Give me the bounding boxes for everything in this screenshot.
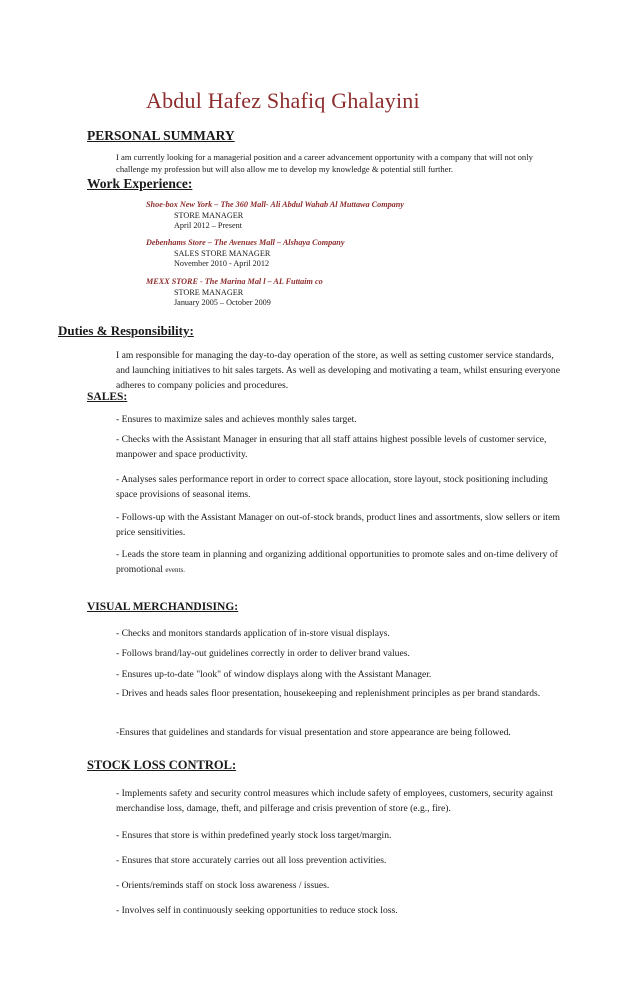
candidate-name: Abdul Hafez Shafiq Ghalayini xyxy=(146,88,420,113)
job-role: SALES STORE MANAGER xyxy=(174,248,271,258)
sales-item: - Ensures to maximize sales and achieves monthly sales target. xyxy=(116,414,357,425)
vm-item: - Drives and heads sales floor presentation, housekeeping and replenishment principles as per brand standards. xyxy=(116,688,541,699)
vm-item: - Checks and monitors standards application of in-store visual displays. xyxy=(116,628,390,639)
job-entry xyxy=(146,238,344,270)
personal-summary-heading: PERSONAL SUMMARY xyxy=(87,128,235,143)
work-experience-heading: Work Experience: xyxy=(87,176,193,191)
sales-item: - Analyses sales performance report in order to correct space allocation, store layout, stock positioning including space provisions of seasonal items. xyxy=(116,474,548,500)
sales-item-tail: events. xyxy=(165,566,185,574)
vm-item: - Follows brand/lay-out guidelines correctly in order to deliver brand values. xyxy=(116,648,410,659)
job-company: Debenhams Store – The Avenues Mall – Alshaya Company xyxy=(146,238,345,247)
job-company: Shoe-box New York – The 360 Mall- Ali Abdul Wahab Al Muttawa Company xyxy=(146,200,404,209)
stock-loss-item: - Implements safety and security control measures which include safety of employees, customers, security against merchandise loss, damage, theft, and pilferage and crisis prevention of store (e.g., fire). xyxy=(116,788,553,814)
vm-item: -Ensures that guidelines and standards for visual presentation and store appearance are being followed. xyxy=(116,727,511,738)
job-role: STORE MANAGER xyxy=(174,287,244,297)
visual-merchandising-heading: VISUAL MERCHANDISING: xyxy=(87,601,239,613)
duties-heading: Duties & Responsibility: xyxy=(58,323,194,338)
job-company: MEXX STORE - The Marina Mal l – AL Futtaim co xyxy=(146,277,323,286)
sales-heading: SALES: xyxy=(87,391,128,403)
sales-item-text: - Leads the store team in planning and organizing additional opportunities to promote sales and on-time delivery of promotional xyxy=(116,549,558,575)
job-role: STORE MANAGER xyxy=(174,210,244,220)
job-dates: November 2010 - April 2012 xyxy=(174,259,270,268)
sales-item xyxy=(116,547,564,578)
duties-text: I am responsible for managing the day-to-day operation of the store, as well as setting customer service standards, and launching initiatives to hit sales targets. As well as developing and motivating a team, whilst ensuring everyone adheres to company policies and procedures. xyxy=(116,350,560,391)
stock-loss-item: - Ensures that store is within predefined yearly stock loss target/margin. xyxy=(116,830,392,841)
stock-loss-item: - Orients/reminds staff on stock loss awareness / issues. xyxy=(116,880,330,891)
job-entry xyxy=(146,277,323,309)
stock-loss-item: - Involves self in continuously seeking opportunities to reduce stock loss. xyxy=(116,905,398,916)
job-entry xyxy=(146,200,404,232)
job-dates: January 2005 – October 2009 xyxy=(174,298,271,307)
job-dates: April 2012 – Present xyxy=(174,221,242,230)
personal-summary-text: I am currently looking for a managerial position and a career advancement opportunity with a company that will not only challenge my profession but will also allow me to develop my knowledge & potential still further. xyxy=(116,152,533,174)
stock-loss-item: - Ensures that store accurately carries out all loss prevention activities. xyxy=(116,855,387,866)
sales-item: - Follows-up with the Assistant Manager on out-of-stock brands, product lines and assortments, slow sellers or item price sensitivities. xyxy=(116,512,560,538)
stock-loss-heading: STOCK LOSS CONTROL: xyxy=(87,758,237,772)
sales-item: - Checks with the Assistant Manager in ensuring that all staff attains highest possible levels of customer service, manpower and space productivity. xyxy=(116,434,547,460)
vm-item: - Ensures up-to-date "look" of window displays along with the Assistant Manager. xyxy=(116,669,432,680)
